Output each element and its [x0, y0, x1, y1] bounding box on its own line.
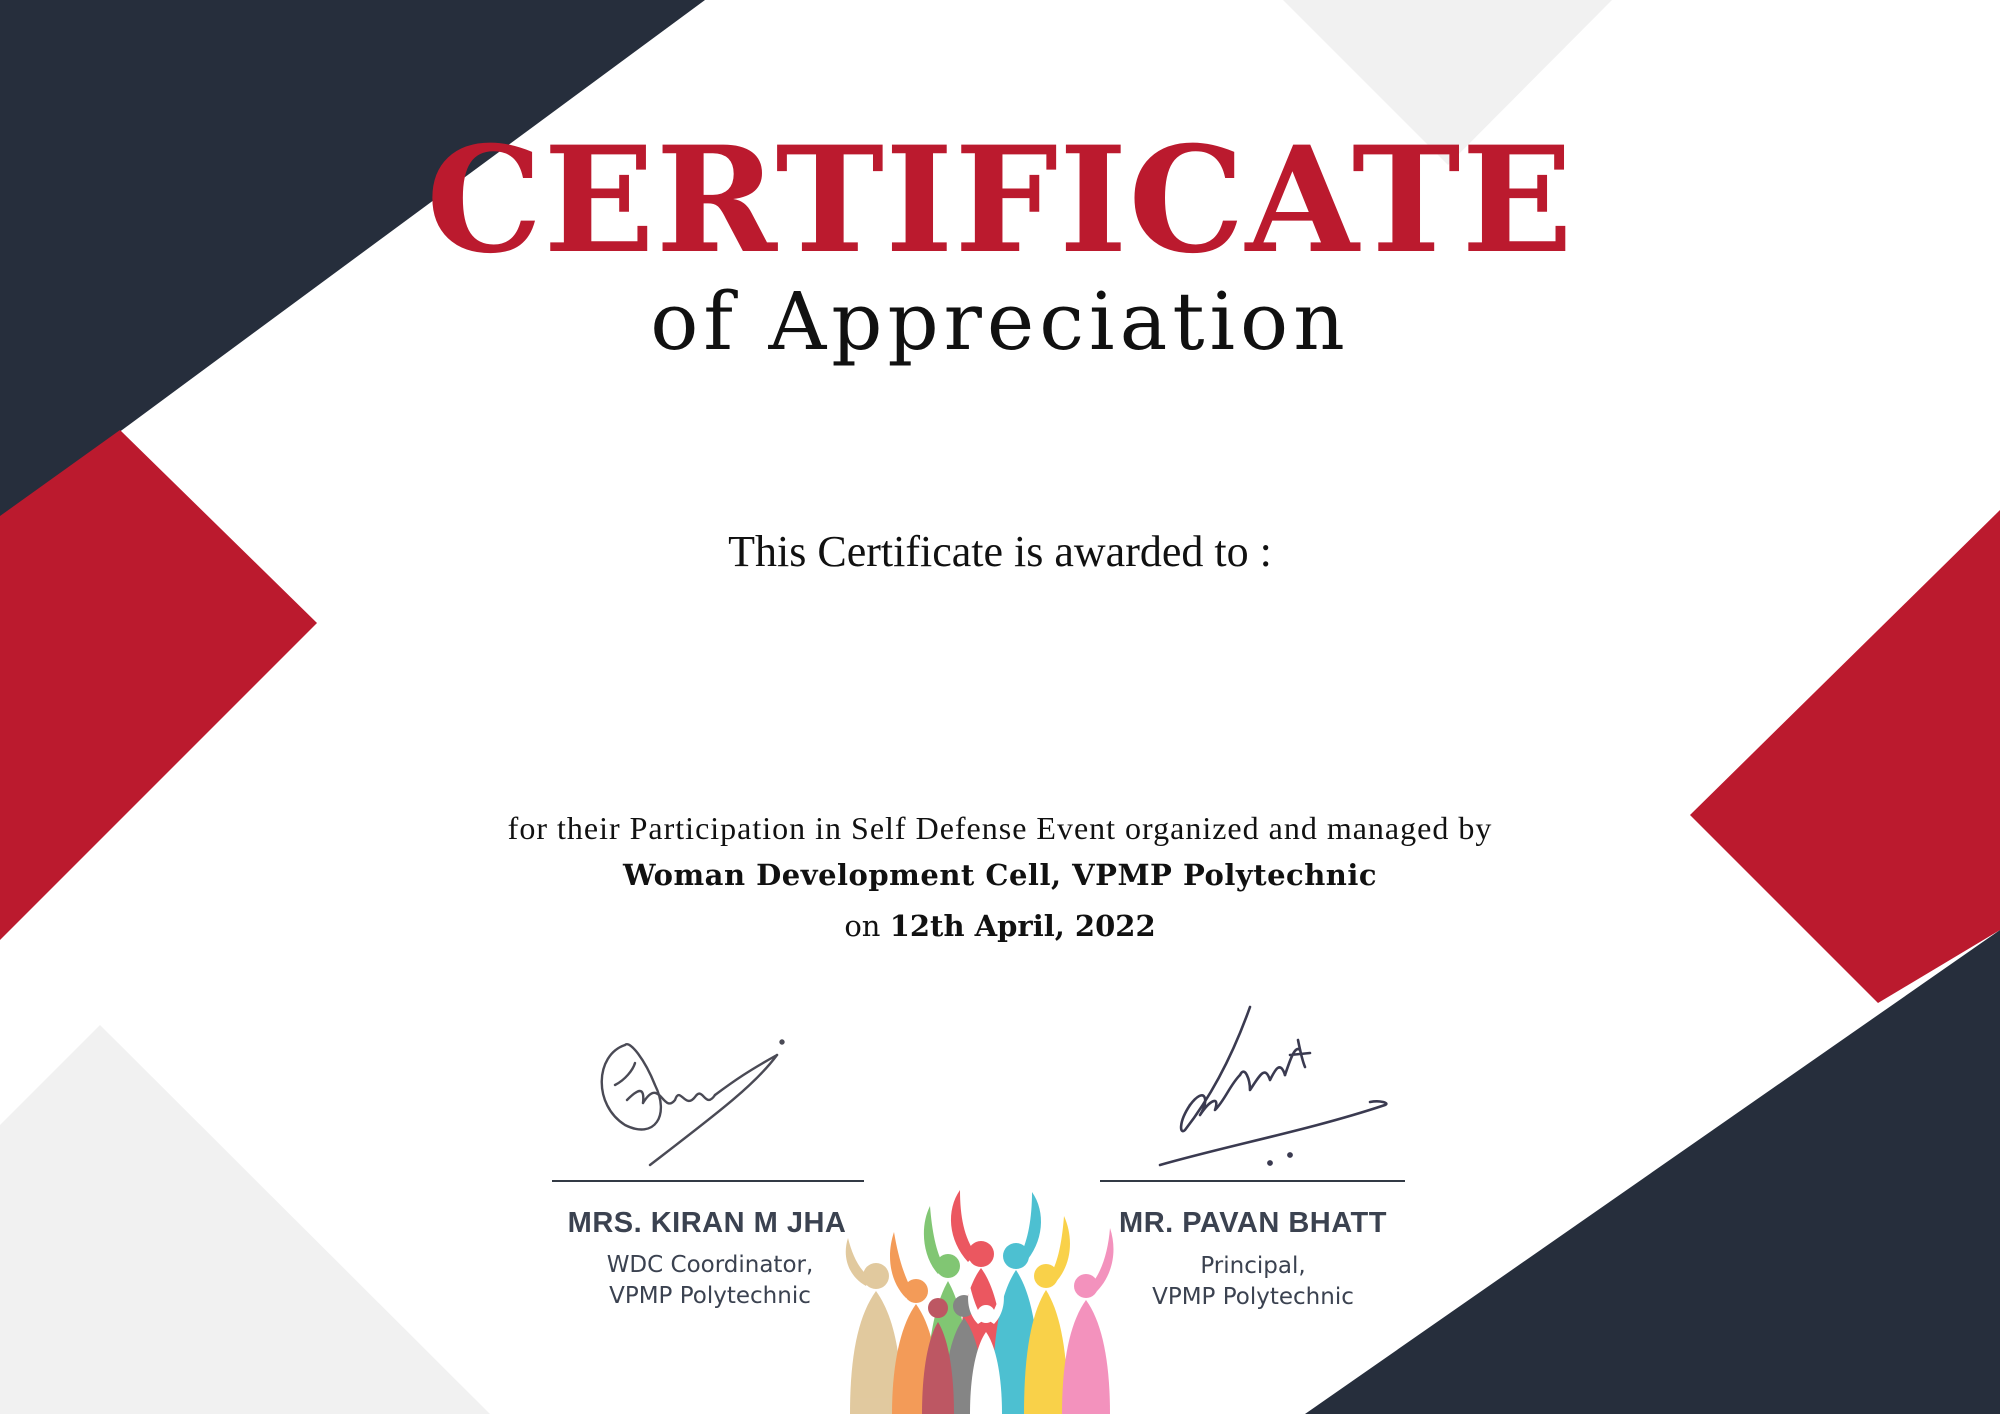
signature-icon — [585, 1015, 795, 1175]
certificate-title: CERTIFICATE — [426, 115, 1574, 286]
signature-icon — [1150, 1005, 1395, 1175]
date-prefix: on — [844, 909, 881, 943]
signature-line-left — [552, 1180, 864, 1182]
certificate-subtitle: of Appreciation — [650, 275, 1350, 368]
organizer-text: Woman Development Cell, VPMP Polytechnic — [622, 858, 1378, 892]
signatory-name-left: MRS. KIRAN M JHA — [567, 1207, 847, 1239]
awarded-to-text: This Certificate is awarded to : — [728, 527, 1272, 576]
signatory-name-right: MR. PAVAN BHATT — [1119, 1207, 1387, 1239]
signature-line-right — [1100, 1180, 1405, 1182]
signatory-role-line1-left: WDC Coordinator, — [606, 1252, 814, 1278]
signatory-role-line2-right: VPMP Polytechnic — [1152, 1284, 1354, 1310]
event-date: 12th April, 2022 — [889, 909, 1156, 943]
gray-triangle-bottom-left — [0, 1025, 490, 1414]
signatory-role-line2-left: VPMP Polytechnic — [609, 1283, 811, 1309]
participation-text: for their Participation in Self Defense Event organized and managed by — [507, 810, 1493, 846]
navy-shape-bottom-right — [1305, 930, 2000, 1414]
women-group-logo-icon — [836, 1186, 1136, 1414]
figure-pink — [1062, 1228, 1113, 1414]
event-date-line — [0, 909, 2000, 943]
signatory-role-line1-right: Principal, — [1200, 1253, 1306, 1279]
